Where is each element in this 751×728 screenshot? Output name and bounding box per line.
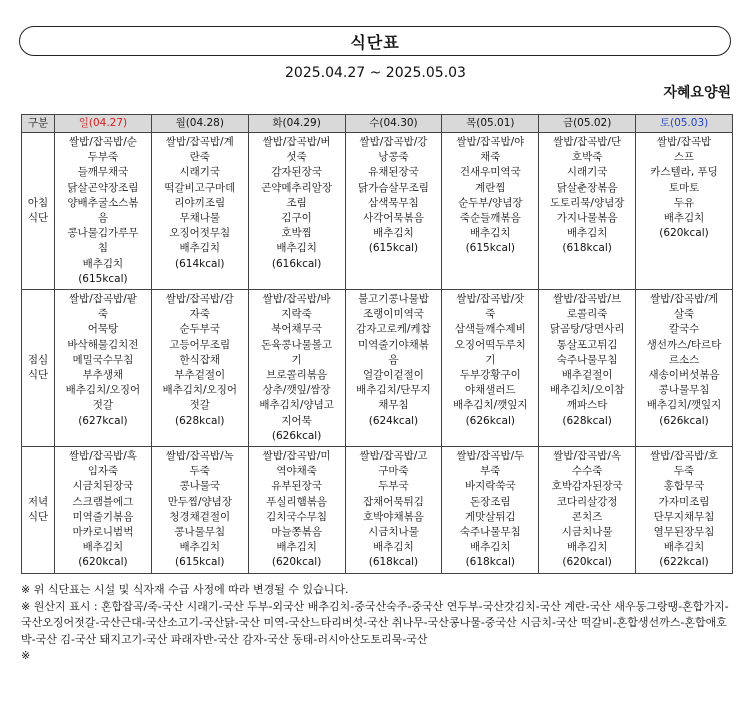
menu-item: (614kcal): [175, 257, 225, 270]
menu-item: 쌀밥/잡곡밥/단: [553, 136, 622, 148]
menu-item: 콩나물무침: [174, 526, 226, 539]
menu-item: 쌀밥/잡곡밥/게: [650, 293, 718, 306]
menu-item: 가지나물볶음: [556, 212, 618, 225]
menu-item: (628kcal): [562, 414, 612, 427]
menu-item: 청경채겉절이: [169, 510, 231, 523]
menu-item: 음: [388, 353, 399, 366]
menu-item: 식단: [27, 510, 49, 523]
menu-item: 삼색들깨수제비: [454, 323, 526, 336]
menu-item: 가자미조림: [658, 495, 710, 508]
menu-item: 게맛살튀김: [464, 510, 516, 523]
menu-item: 얼갈이겉절이: [363, 369, 424, 382]
menu-item: 쌀밥/잡곡밥/녹: [165, 450, 234, 463]
menu-item: 시래기국: [566, 166, 608, 179]
menu-item: 쌀밥/잡곡밥/순: [68, 136, 137, 148]
menu-item: 배추김치: [276, 541, 317, 554]
menu-item: 쌀밥/잡곡밥/고: [359, 450, 428, 463]
menu-item: 배추김치: [82, 257, 124, 270]
menu-item: (615kcal): [78, 272, 128, 285]
menu-item: 감자고로케/케찹: [356, 323, 431, 336]
footnote-extra: ※: [21, 649, 31, 662]
menu-cell: [636, 290, 733, 447]
breakfast-row: [22, 133, 733, 290]
menu-item: 쌀밥/잡곡밥/감: [165, 293, 234, 306]
menu-item: 죽: [485, 308, 496, 321]
footnotes: [21, 582, 737, 665]
menu-item: 배추김치: [470, 541, 511, 554]
menu-item: 미역줄기야채볶: [357, 338, 429, 351]
menu-cell: [636, 447, 733, 574]
menu-item: 배추김치: [276, 242, 317, 255]
menu-item: 콩나물무침: [658, 384, 710, 397]
column-header-wednesday: 수(04.30): [345, 115, 442, 133]
menu-item: 칼국수: [668, 323, 700, 336]
menu-item: 쌀밥/잡곡밥/바: [262, 293, 331, 306]
menu-item: 살죽: [673, 308, 695, 321]
menu-item: 배추김치: [663, 541, 705, 554]
menu-item: 만두찜/양념장: [167, 495, 232, 508]
menu-item: 배추김치: [566, 227, 608, 240]
menu-item: 쌀밥/잡곡밥: [656, 136, 712, 148]
menu-item: 계란찜: [475, 181, 506, 194]
menu-item: 홍합무국: [663, 480, 705, 493]
menu-item: (620kcal): [659, 227, 709, 240]
menu-cell: [442, 290, 539, 447]
column-header-thursday: 목(05.01): [442, 115, 539, 133]
menu-item: 르소스: [668, 353, 700, 366]
menu-item: 돈육콩나물볼고: [261, 338, 333, 351]
menu-item: 두부강황구이: [459, 369, 521, 382]
menu-item: 기: [485, 353, 496, 366]
menu-item: 시금치나물: [561, 526, 613, 539]
menu-item: 부죽: [480, 465, 501, 478]
menu-item: (626kcal): [465, 414, 516, 427]
menu-item: 배추김치/오징어: [162, 384, 238, 397]
menu-item: 저녁: [27, 495, 49, 508]
dinner-row: [22, 447, 733, 574]
menu-item: 기: [291, 353, 302, 366]
menu-cell: [442, 447, 539, 574]
menu-item: 무채나물: [179, 212, 221, 225]
menu-item: 부추생채: [82, 369, 124, 382]
menu-cell: [539, 290, 636, 447]
menu-item: 젓갈: [189, 399, 210, 412]
menu-item: 배추김치/오이참: [549, 384, 625, 397]
menu-item: 아침: [27, 196, 49, 209]
menu-item: (627kcal): [78, 414, 128, 427]
menu-item: 상추/깻잎/쌈장: [262, 384, 331, 397]
menu-item: 채죽: [480, 151, 501, 164]
menu-item: 잡채어묵튀김: [363, 495, 424, 508]
menu-item: 양배추굴소스볶: [67, 196, 139, 209]
menu-item: 콩나물국: [179, 480, 221, 493]
menu-item: 야채샐러드: [464, 384, 516, 397]
menu-item: 쌀밥/잡곡밥/흑: [68, 450, 137, 463]
menu-cell: [345, 290, 442, 447]
menu-cell: [345, 133, 442, 290]
menu-item: 쌀밥/잡곡밥/강: [359, 136, 428, 148]
menu-item: 떡갈비고구마데: [164, 181, 236, 194]
menu-item: 마카로니범벅: [72, 526, 134, 539]
menu-item: 푸실리햄볶음: [266, 495, 328, 508]
menu-item: 배추김치/단무지: [356, 384, 431, 397]
menu-item: 삼색묵무침: [368, 196, 419, 209]
menu-item: 바삭해물김치전: [67, 338, 139, 351]
menu-item: (615kcal): [465, 242, 516, 255]
menu-item: 쌀밥/잡곡밥/브: [553, 293, 622, 306]
menu-item: (618kcal): [465, 556, 516, 569]
menu-item: (626kcal): [659, 414, 709, 427]
menu-item: 닭곰탕/당면사리: [549, 323, 625, 336]
menu-item: 숙주나물무침: [459, 526, 521, 539]
menu-item: 김구이: [281, 212, 312, 225]
menu-item: 순두부/양념장: [458, 196, 523, 209]
menu-item: 미역줄기볶음: [72, 510, 134, 523]
menu-item: 단무지채무침: [653, 510, 715, 523]
footnote-change-notice: ※ 위 식단표는 시설 및 식자재 수급 사정에 따라 변경될 수 있습니다.: [21, 583, 349, 596]
menu-item: (615kcal): [175, 556, 225, 569]
menu-item: 도토리묵/양념장: [549, 196, 625, 209]
menu-item: 콩나물김가루무: [67, 227, 139, 240]
menu-item: 두부국: [378, 480, 409, 493]
meal-label-lunch: [22, 290, 55, 447]
menu-item: (618kcal): [562, 242, 612, 255]
menu-item: 사각어묵볶음: [363, 212, 424, 225]
menu-cell: [248, 290, 345, 447]
menu-item: 들깨무채국: [77, 166, 129, 179]
menu-item: (626kcal): [271, 429, 322, 442]
menu-item: 배추김치: [82, 541, 124, 554]
menu-item: 마늘쫑볶음: [271, 526, 322, 539]
column-header-monday: 월(04.28): [151, 115, 248, 133]
menu-item: 시래기국: [179, 166, 221, 179]
menu-item: 지어묵: [281, 414, 312, 427]
page-title: 식단표: [350, 32, 400, 52]
menu-item: 낭콩죽: [378, 151, 409, 164]
menu-item: 스프: [673, 151, 695, 164]
menu-item: 수수죽: [571, 465, 603, 478]
menu-cell: [151, 447, 248, 574]
menu-item: 채무침: [378, 399, 409, 412]
organization-name: 자혜요양원: [663, 85, 731, 101]
menu-item: 유채된장국: [368, 166, 419, 179]
column-header-friday: 금(05.02): [539, 115, 636, 133]
menu-item: 섯죽: [286, 151, 307, 164]
menu-item: 두죽: [189, 465, 210, 478]
menu-item: 배추김치: [663, 212, 705, 225]
menu-item: 점심: [27, 353, 49, 366]
menu-item: 깨파스타: [566, 399, 608, 412]
menu-item: 쌀밥/잡곡밥/야: [456, 136, 525, 148]
menu-cell: [248, 133, 345, 290]
menu-item: 배추김치: [470, 227, 511, 240]
menu-item: 스크램블에그: [72, 495, 134, 508]
menu-item: 배추김치/오징어: [65, 384, 141, 397]
menu-item: (624kcal): [368, 414, 419, 427]
menu-item: 돈장조림: [470, 495, 511, 508]
menu-item: 쌀밥/잡곡밥/호: [650, 450, 718, 463]
menu-item: 식단: [27, 212, 49, 225]
menu-item: 숙주나물무침: [556, 353, 618, 366]
menu-item: 두죽: [673, 465, 695, 478]
meal-plan-table: [21, 114, 733, 574]
menu-item: 쌀밥/잡곡밥/버: [262, 136, 331, 148]
menu-item: 호박죽: [571, 151, 603, 164]
menu-item: 리야끼조림: [174, 196, 226, 209]
menu-item: 시금치나물: [368, 526, 419, 539]
menu-item: 닭살곤약장조림: [67, 181, 139, 194]
menu-item: 두유: [673, 196, 695, 209]
menu-item: 침: [97, 242, 108, 255]
lunch-row: [22, 290, 733, 447]
footnote-origin-labels: ※ 원산지 표시 : 혼합잡곡/죽-국산 시래기-국산 두부-외국산 배추김치-중국산숙주-중국산 연두부-국산갓김치-국산 계란-국산 새우동그랑땡-혼합가지-국산오징어젓갈-국산근대-국산소고기-국산닭-국산 미역-국산느타리버섯-국산 취나무-국산콩나물-중국산 시금치-국산 떡갈비-혼합생선까스-혼합애호박-국산 김-국산 돼지고기-국산 파래자반-국산 감자-국산 동태-러시아산도토리묵-국산: [21, 599, 729, 646]
menu-item: 역야채죽: [276, 465, 317, 478]
menu-item: 쌀밥/잡곡밥/계: [165, 136, 234, 148]
menu-item: 배추김치: [179, 242, 221, 255]
menu-item: 배추김치/양념고: [259, 399, 334, 412]
menu-item: 임자죽: [87, 465, 119, 478]
menu-cell: [539, 133, 636, 290]
menu-item: 쌀밥/잡곡밥/두: [456, 450, 525, 463]
menu-cell: [55, 447, 152, 574]
menu-item: 생선까스/타르타: [646, 338, 722, 351]
menu-item: 코다리살강정: [556, 495, 618, 508]
column-header-tuesday: 화(04.29): [248, 115, 345, 133]
menu-item: 부추겉절이: [174, 369, 226, 382]
menu-item: 닭가슴살무조림: [357, 181, 429, 194]
menu-item: 구마죽: [378, 465, 409, 478]
menu-item: 오징어떡두루치: [454, 338, 526, 351]
menu-item: 쌀밥/잡곡밥/잣: [456, 293, 525, 306]
menu-item: 쌀밥/잡곡밥/옥: [553, 450, 622, 463]
menu-item: 토마토: [668, 181, 700, 194]
menu-item: 배추김치: [179, 541, 221, 554]
menu-item: (628kcal): [175, 414, 225, 427]
menu-item: (618kcal): [368, 556, 419, 569]
menu-cell: [55, 133, 152, 290]
title-banner: [19, 26, 731, 56]
menu-item: 쌀밥/잡곡밥/팥: [68, 293, 137, 306]
menu-item: 죽순들깨볶음: [459, 212, 521, 225]
menu-item: 조랭이미역국: [363, 308, 424, 321]
menu-cell: [442, 133, 539, 290]
menu-item: 배추김치/깻잎지: [453, 399, 528, 412]
menu-item: 김치국수무침: [266, 510, 328, 523]
meal-label-breakfast: [22, 133, 55, 290]
menu-item: 젓갈: [92, 399, 114, 412]
menu-item: 란죽: [189, 151, 210, 164]
menu-item: 호박야채볶음: [363, 510, 424, 523]
date-range: 2025.04.27 ~ 2025.05.03: [285, 65, 466, 81]
menu-cell: [345, 447, 442, 574]
menu-item: 호박감자된장국: [551, 480, 623, 493]
menu-cell: [55, 290, 152, 447]
menu-item: 불고기콩나물밥: [357, 293, 429, 306]
menu-item: 순두부국: [179, 323, 221, 336]
menu-item: 오징어젓무침: [169, 227, 231, 240]
menu-item: (622kcal): [659, 556, 709, 569]
menu-item: 곤약메추리알장: [261, 181, 333, 194]
menu-item: 자죽: [189, 308, 210, 321]
menu-item: 시금치된장국: [72, 480, 134, 493]
column-header-saturday: 토(05.03): [636, 115, 733, 133]
menu-item: (615kcal): [368, 242, 419, 255]
menu-item: 카스텔라, 푸딩: [650, 166, 718, 179]
menu-item: 호박찜: [281, 227, 312, 240]
menu-cell: [151, 290, 248, 447]
menu-item: (616kcal): [271, 257, 322, 270]
menu-item: 배추김치: [373, 541, 414, 554]
menu-item: 배추김치: [373, 227, 414, 240]
menu-item: (620kcal): [78, 556, 128, 569]
menu-item: 음: [97, 212, 108, 225]
menu-cell: [151, 133, 248, 290]
menu-item: 닭살춘장볶음: [556, 181, 618, 194]
menu-cell: [636, 133, 733, 290]
menu-item: 콘치즈: [571, 510, 603, 523]
menu-item: 쌀밥/잡곡밥/미: [262, 450, 331, 463]
menu-item: 브로콜리볶음: [266, 369, 328, 382]
menu-item: 유부된장국: [271, 480, 322, 493]
menu-item: (620kcal): [562, 556, 612, 569]
menu-item: 고등어무조림: [169, 338, 231, 351]
menu-item: 통살포고튀김: [556, 338, 618, 351]
menu-item: 새송이버섯볶음: [648, 369, 720, 382]
header-row: [22, 115, 733, 133]
menu-item: 두부죽: [87, 151, 119, 164]
menu-cell: [248, 447, 345, 574]
menu-item: 열무된장무침: [653, 526, 715, 539]
menu-item: 바지락쑥국: [464, 480, 516, 493]
menu-item: 식단: [27, 369, 49, 382]
menu-item: 로콜리죽: [566, 308, 608, 321]
menu-cell: [539, 447, 636, 574]
menu-item: 어묵탕: [87, 323, 119, 336]
menu-item: (620kcal): [271, 556, 322, 569]
menu-item: 지락죽: [281, 308, 312, 321]
menu-item: 배추김치/깻잎지: [646, 399, 722, 412]
menu-item: 건새우미역국: [459, 166, 521, 179]
column-header-sunday: 일(04.27): [55, 115, 152, 133]
menu-item: 감자된장국: [271, 166, 322, 179]
column-header-category: 구분: [22, 115, 55, 133]
menu-item: 북어채무국: [271, 323, 322, 336]
menu-item: 죽: [97, 308, 108, 321]
menu-item: 조림: [286, 196, 307, 209]
menu-item: 배추겉절이: [561, 369, 613, 382]
menu-item: 한식잡채: [179, 353, 221, 366]
menu-item: 배추김치: [566, 541, 608, 554]
menu-item: 메밀국수무침: [72, 353, 134, 366]
meal-label-dinner: [22, 447, 55, 574]
